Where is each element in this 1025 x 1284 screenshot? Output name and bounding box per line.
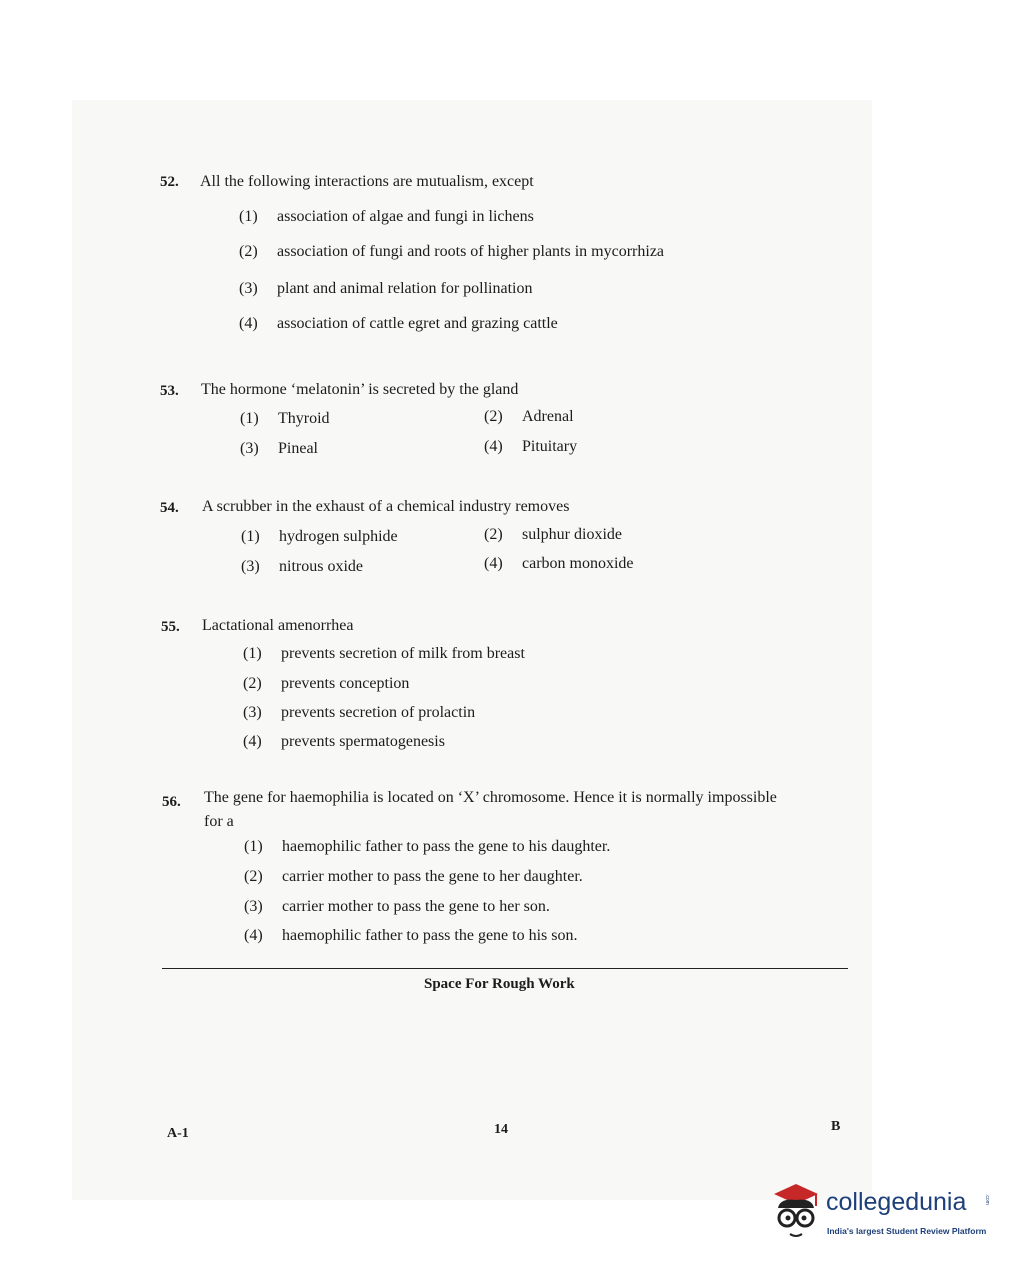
option: (4) haemophilic father to pass the gene to his son. xyxy=(244,927,578,944)
option: (2) prevents conception xyxy=(243,675,410,692)
collegedunia-logo xyxy=(768,1178,998,1248)
option: (4) association of cattle egret and grazing cattle xyxy=(239,315,558,332)
logo-tagline: India's largest Student Review Platform xyxy=(827,1226,987,1236)
option: (2) association of fungi and roots of higher plants in mycorrhiza xyxy=(239,243,665,260)
logo-domain: .com xyxy=(984,1194,990,1205)
option: (2) Adrenal xyxy=(484,408,574,425)
rough-work-divider xyxy=(162,968,848,969)
option: (1) haemophilic father to pass the gene to his daughter. xyxy=(244,838,611,855)
question-text-line-1: The gene for haemophilia is located on ‘X’ chromosome. Hence it is normally impossible xyxy=(204,789,777,806)
option: (4) prevents spermatogenesis xyxy=(243,733,445,750)
question-number: 56. xyxy=(162,794,181,810)
logo-wordmark: collegedunia xyxy=(826,1188,967,1216)
footer-code: A-1 xyxy=(167,1126,189,1141)
option: (1) hydrogen sulphide xyxy=(241,528,398,545)
rough-work-heading: Space For Rough Work xyxy=(424,976,575,992)
option: (3) prevents secretion of prolactin xyxy=(243,704,476,721)
option: (4) carbon monoxide xyxy=(484,555,634,572)
question-number: 53. xyxy=(160,383,179,399)
option: (3) nitrous oxide xyxy=(241,558,363,575)
question-text-line-2: for a xyxy=(204,813,234,830)
question-text: A scrubber in the exhaust of a chemical industry removes xyxy=(202,498,570,515)
question-number: 54. xyxy=(160,500,179,516)
option: (3) plant and animal relation for pollination xyxy=(239,280,533,297)
booklet-series: B xyxy=(831,1119,841,1134)
option: (2) sulphur dioxide xyxy=(484,526,622,543)
option: (1) prevents secretion of milk from breast xyxy=(243,645,525,662)
option: (4) Pituitary xyxy=(484,438,578,455)
question-text: The hormone ‘melatonin’ is secreted by the gland xyxy=(201,381,519,398)
option: (3) Pineal xyxy=(240,440,318,457)
question-number: 55. xyxy=(161,619,180,635)
question-text: Lactational amenorrhea xyxy=(202,617,354,634)
option: (1) association of algae and fungi in lichens xyxy=(239,208,534,225)
page-number: 14 xyxy=(494,1122,508,1137)
question-number: 52. xyxy=(160,174,179,190)
option: (3) carrier mother to pass the gene to her son. xyxy=(244,898,550,915)
question-text: All the following interactions are mutualism, except xyxy=(200,173,534,190)
mascot-icon xyxy=(768,1178,826,1248)
option: (2) carrier mother to pass the gene to her daughter. xyxy=(244,868,583,885)
option: (1) Thyroid xyxy=(240,410,330,427)
